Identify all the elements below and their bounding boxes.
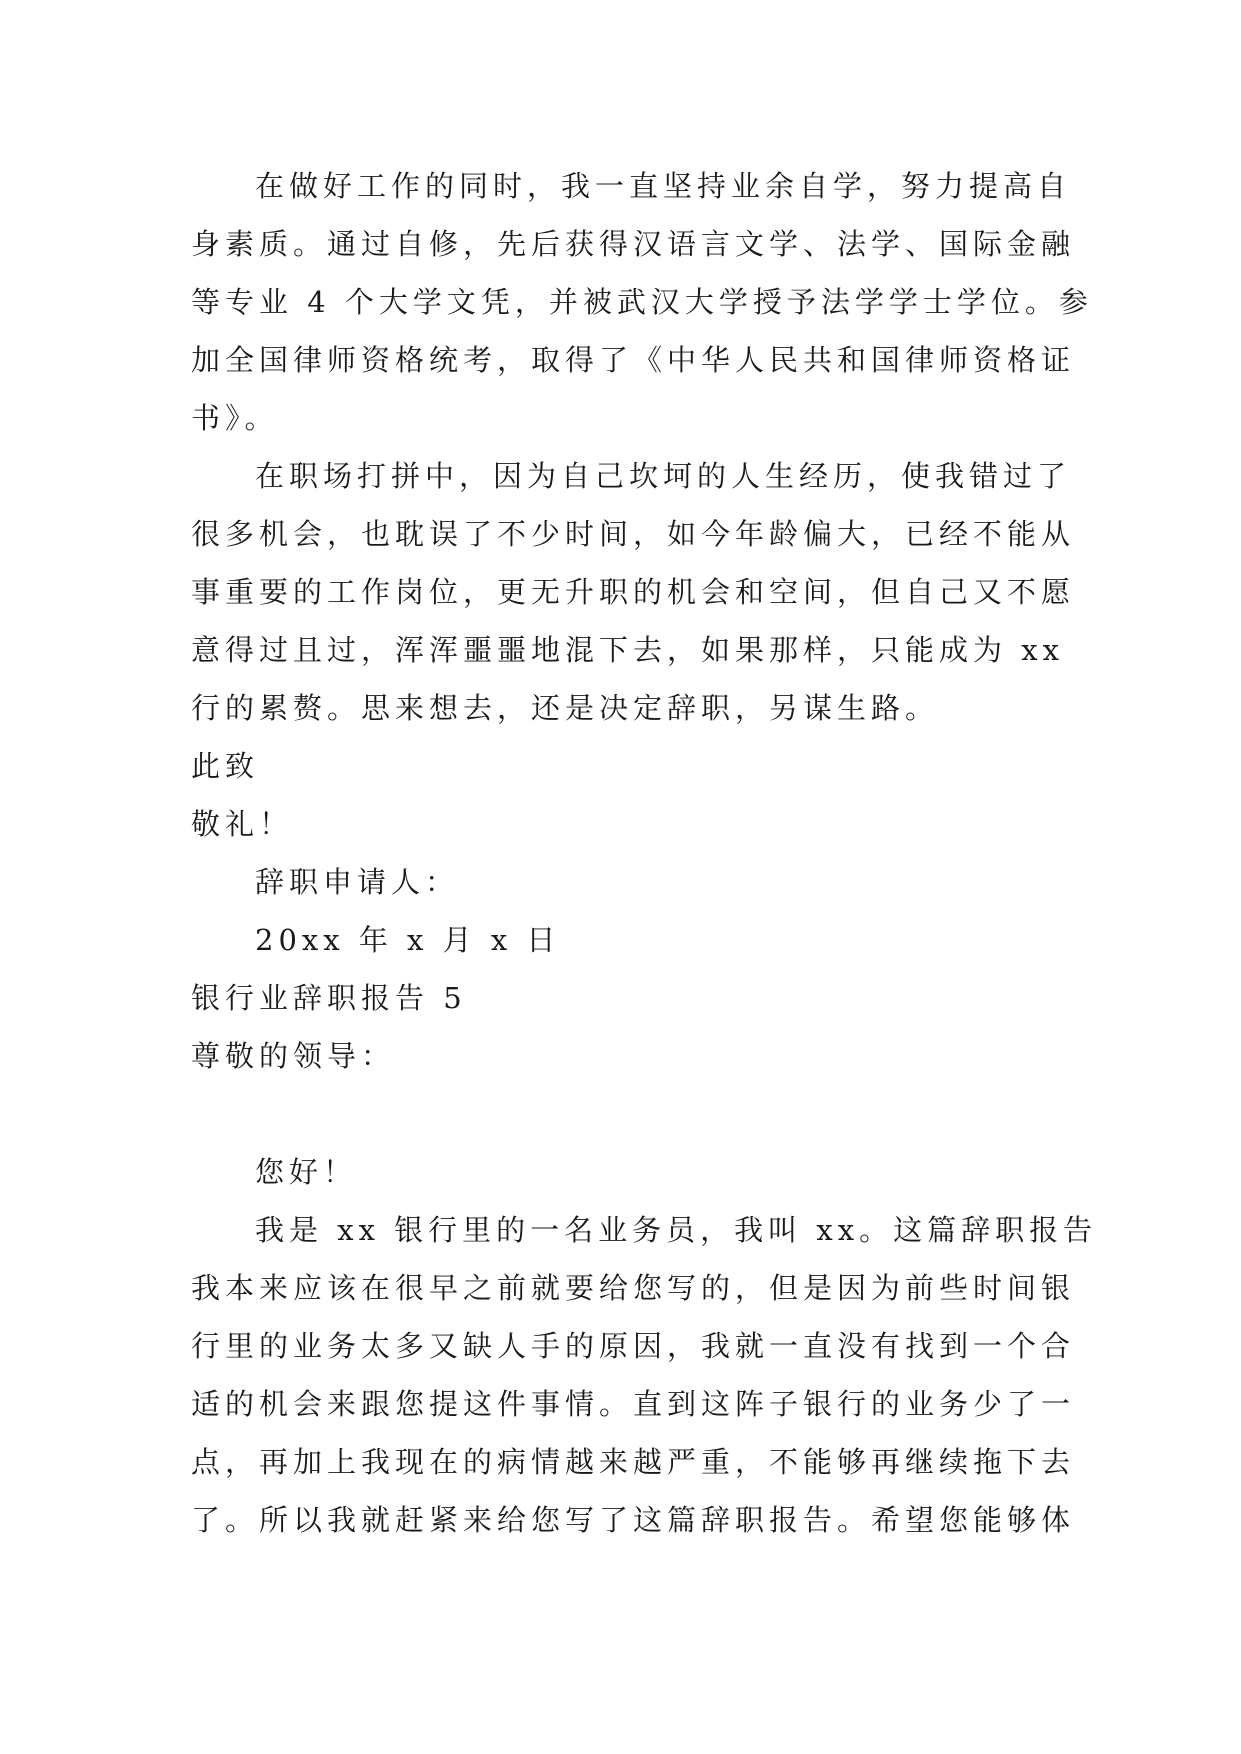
- text-line: 行里的业务太多又缺人手的原因，我就一直没有找到一个合: [191, 1329, 1076, 1363]
- text-line: 了。所以我就赶紧来给您写了这篇辞职报告。希望您能够体: [191, 1503, 1076, 1537]
- signature-label: 辞职申请人：: [255, 865, 460, 899]
- text-line: 在职场打拼中，因为自己坎坷的人生经历，使我错过了: [255, 459, 1072, 493]
- text-line: 在做好工作的同时，我一直坚持业余自学，努力提高自: [255, 169, 1072, 203]
- text-line: 我是 xx 银行里的一名业务员，我叫 xx。这篇辞职报告: [255, 1213, 1098, 1247]
- blank-line: [191, 1085, 1051, 1143]
- paragraph-self-study: [191, 157, 1093, 447]
- text-line: 等专业 4 个大学文凭，并被武汉大学授予法学学士学位。参: [191, 285, 1093, 319]
- greeting: 您好！: [255, 1155, 358, 1189]
- text-line: 适的机会来跟您提这件事情。直到这阵子银行的业务少了一: [191, 1387, 1076, 1421]
- text-line: 书》。: [191, 401, 279, 435]
- text-line: 行的累赘。思来想去，还是决定辞职，另谋生路。: [191, 691, 940, 725]
- salutation: 尊敬的领导：: [191, 1039, 396, 1073]
- text-line: 身素质。通过自修，先后获得汉语言文学、法学、国际金融: [191, 227, 1076, 261]
- closing-line-2: 敬礼！: [191, 807, 294, 841]
- text-line: 点，再加上我现在的病情越来越严重，不能够再继续拖下去: [191, 1445, 1076, 1479]
- text-line: 我本来应该在很早之前就要给您写的，但是因为前些时间银: [191, 1271, 1076, 1305]
- paragraph-introduction: [191, 1201, 1098, 1549]
- paragraph-career: [191, 447, 1076, 737]
- section-title: 银行业辞职报告 5: [191, 981, 467, 1015]
- text-line: 很多机会，也耽误了不少时间，如今年龄偏大，已经不能从: [191, 517, 1076, 551]
- document-body: [191, 157, 1098, 1549]
- date-line: 20xx 年 x 月 x 日: [255, 923, 561, 957]
- text-line: 事重要的工作岗位，更无升职的机会和空间，但自己又不愿: [191, 575, 1076, 609]
- text-line: 意得过且过，浑浑噩噩地混下去，如果那样，只能成为 xx: [191, 633, 1064, 667]
- text-line: 加全国律师资格统考，取得了《中华人民共和国律师资格证: [191, 343, 1076, 377]
- closing-line-1: 此致: [191, 749, 260, 783]
